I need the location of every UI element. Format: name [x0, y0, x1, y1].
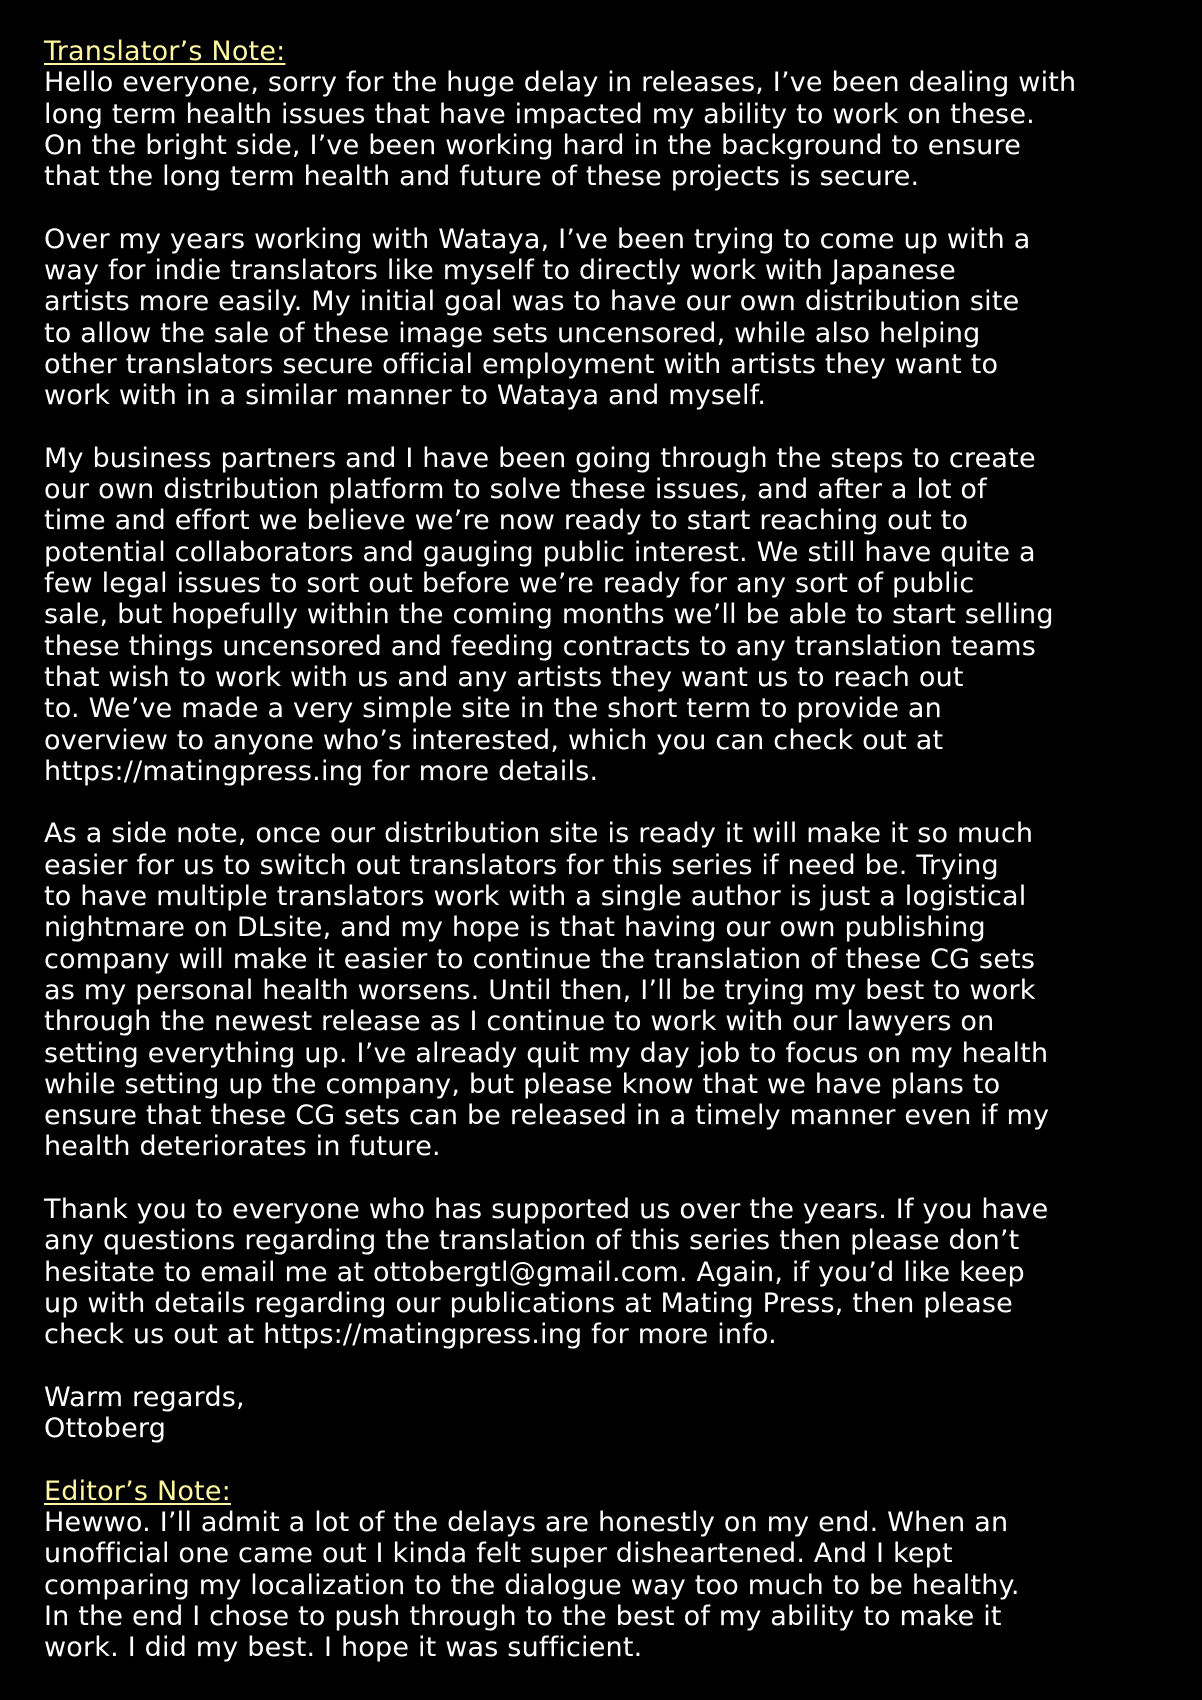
text-line: nightmare on DLsite, and my hope is that having our own publishing: [44, 912, 986, 944]
text-line: comparing my localization to the dialogue way too much to be healthy.: [44, 1569, 1020, 1601]
text-line: to. We’ve made a very simple site in the short term to provide an: [44, 693, 942, 725]
text-line: up with details regarding our publications at Mating Press, then please: [44, 1287, 1013, 1319]
text-line: hesitate to email me at ottobergtl@gmail.com. Again, if you’d like keep: [44, 1256, 1025, 1288]
translator-note-heading: Translator’s Note:: [44, 36, 286, 67]
translator-paragraph-1: [44, 67, 1184, 192]
text-line: that the long term health and future of these projects is secure.: [44, 161, 920, 193]
text-line: setting everything up. I’ve already quit my day job to focus on my health: [44, 1037, 1049, 1069]
text-line: that wish to work with us and any artists they want us to reach out: [44, 661, 964, 693]
text-line: overview to anyone who’s interested, which you can check out at: [44, 724, 944, 756]
text-line: any questions regarding the translation of this series then please don’t: [44, 1225, 1020, 1257]
text-line: check us out at https://matingpress.ing for more info.: [44, 1319, 777, 1351]
text-line: health deteriorates in future.: [44, 1131, 441, 1163]
translator-paragraph-2: [44, 224, 1184, 412]
text-line: On the bright side, I’ve been working hard in the background to ensure: [44, 129, 1022, 161]
translator-paragraph-4: [44, 818, 1184, 1162]
editor-note-heading: Editor’s Note:: [44, 1475, 231, 1507]
editor-paragraph: [44, 1507, 1184, 1663]
text-line: few legal issues to sort out before we’re ready for any sort of public: [44, 568, 975, 600]
text-line: Hewwo. I’ll admit a lot of the delays are honestly on my end. When an: [44, 1506, 1009, 1538]
signoff: [44, 1382, 1184, 1445]
text-line: other translators secure official employment with artists they want to: [44, 348, 999, 380]
paragraph-gap: [44, 1444, 1184, 1475]
text-line: work. I did my best. I hope it was sufficient.: [44, 1632, 643, 1664]
text-line: artists more easily. My initial goal was to have our own distribution site: [44, 286, 1020, 318]
text-line: while setting up the company, but please know that we have plans to: [44, 1068, 1001, 1100]
text-line: Thank you to everyone who has supported us over the years. If you have: [44, 1193, 1049, 1225]
text-line: In the end I chose to push through to the best of my ability to make it: [44, 1600, 1002, 1632]
text-line: to have multiple translators work with a single author is just a logistical: [44, 881, 1027, 913]
paragraph-gap: [44, 1163, 1184, 1194]
text-line: as my personal health worsens. Until then, I’ll be trying my best to work: [44, 974, 1036, 1006]
text-line: company will make it easier to continue the translation of these CG sets: [44, 943, 1036, 975]
text-line: https://matingpress.ing for more details.: [44, 755, 599, 787]
notes-page: [44, 36, 1184, 1663]
paragraph-gap: [44, 192, 1184, 223]
text-line: Hello everyone, sorry for the huge delay in releases, I’ve been dealing with: [44, 67, 1077, 99]
paragraph-gap: [44, 787, 1184, 818]
text-line: potential collaborators and gauging public interest. We still have quite a: [44, 536, 1036, 568]
paragraph-gap: [44, 412, 1184, 443]
translator-paragraph-3: [44, 443, 1184, 787]
text-line: sale, but hopefully within the coming months we’ll be able to start selling: [44, 599, 1054, 631]
text-line: ensure that these CG sets can be released in a timely manner even if my: [44, 1100, 1050, 1132]
text-line: these things uncensored and feeding contracts to any translation teams: [44, 630, 1037, 662]
text-line: easier for us to switch out translators for this series if need be. Trying: [44, 849, 999, 881]
text-line: My business partners and I have been going through the steps to create: [44, 442, 1036, 474]
text-line: Over my years working with Wataya, I’ve been trying to come up with a: [44, 223, 1031, 255]
translator-paragraph-5: [44, 1194, 1184, 1350]
text-line: As a side note, once our distribution site is ready it will make it so much: [44, 818, 1034, 850]
paragraph-gap: [44, 1350, 1184, 1381]
text-line: to allow the sale of these image sets uncensored, while also helping: [44, 317, 981, 349]
signoff-name: Ottoberg: [44, 1413, 167, 1445]
text-line: time and effort we believe we’re now ready to start reaching out to: [44, 505, 969, 537]
text-line: unofficial one came out I kinda felt super disheartened. And I kept: [44, 1538, 953, 1570]
text-line: our own distribution platform to solve these issues, and after a lot of: [44, 474, 987, 506]
signoff-greeting: Warm regards,: [44, 1381, 245, 1413]
text-line: way for indie translators like myself to directly work with Japanese: [44, 255, 956, 287]
text-line: work with in a similar manner to Wataya and myself.: [44, 380, 767, 412]
text-line: long term health issues that have impacted my ability to work on these.: [44, 98, 1035, 130]
text-line: through the newest release as I continue to work with our lawyers on: [44, 1006, 995, 1038]
